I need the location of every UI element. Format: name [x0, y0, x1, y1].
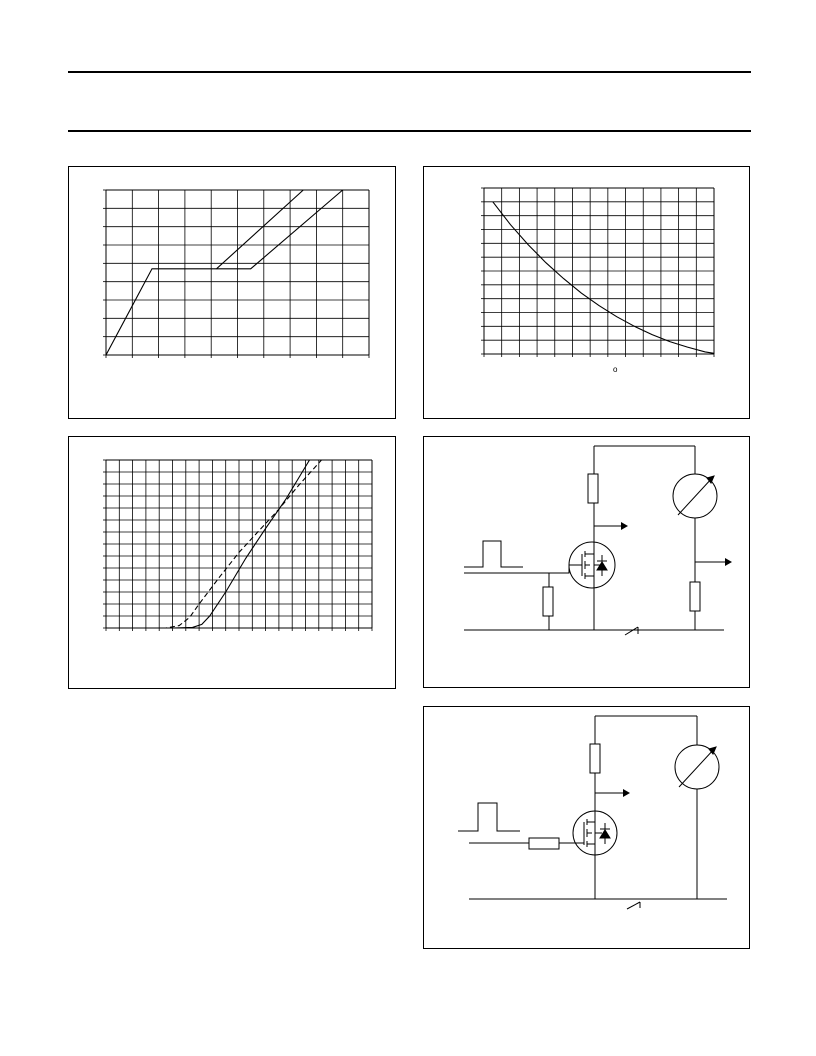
- figure-panel-top-left: [68, 166, 396, 419]
- sense-resistor: [690, 582, 700, 611]
- arrowhead: [621, 522, 628, 530]
- test-circuit-bottom-right: [424, 707, 751, 950]
- chart-top-left: [69, 167, 397, 420]
- figure-panel-top-right: [423, 166, 750, 419]
- figure-panel-middle-left: [68, 436, 396, 689]
- drain-load-resistor: [590, 744, 600, 773]
- meter-needle: [679, 748, 715, 787]
- plot-area: [481, 188, 714, 357]
- series-line-2: [217, 190, 343, 269]
- drain-load-resistor: [588, 474, 598, 503]
- test-circuit-middle-right: [424, 437, 751, 689]
- gate-pulse-icon: [458, 803, 520, 831]
- arrowhead: [725, 558, 732, 566]
- mosfet-terminals: [585, 541, 602, 588]
- series-line-1: [493, 202, 714, 353]
- chart-top-right: [424, 167, 751, 420]
- plot-area: [103, 460, 372, 631]
- mosfet-terminals: [587, 813, 602, 855]
- header-rule-top: [68, 71, 751, 73]
- gate-resistor: [543, 587, 553, 616]
- ground-tick: [627, 902, 640, 909]
- chart-middle-left: [69, 437, 397, 690]
- meter-needle: [678, 477, 713, 515]
- gate-pulse-icon: [464, 541, 523, 567]
- plot-area: [103, 190, 369, 358]
- ground-tick: [625, 627, 638, 635]
- figure-panel-middle-right: [423, 436, 750, 688]
- gate-wire: [464, 565, 582, 573]
- degree-mark: o: [613, 365, 618, 374]
- series-line-1: [106, 190, 303, 355]
- figure-panel-bottom-right: [423, 706, 750, 949]
- gate-resistor: [529, 838, 559, 849]
- header-rule-bottom: [68, 130, 751, 132]
- arrowhead: [623, 789, 630, 797]
